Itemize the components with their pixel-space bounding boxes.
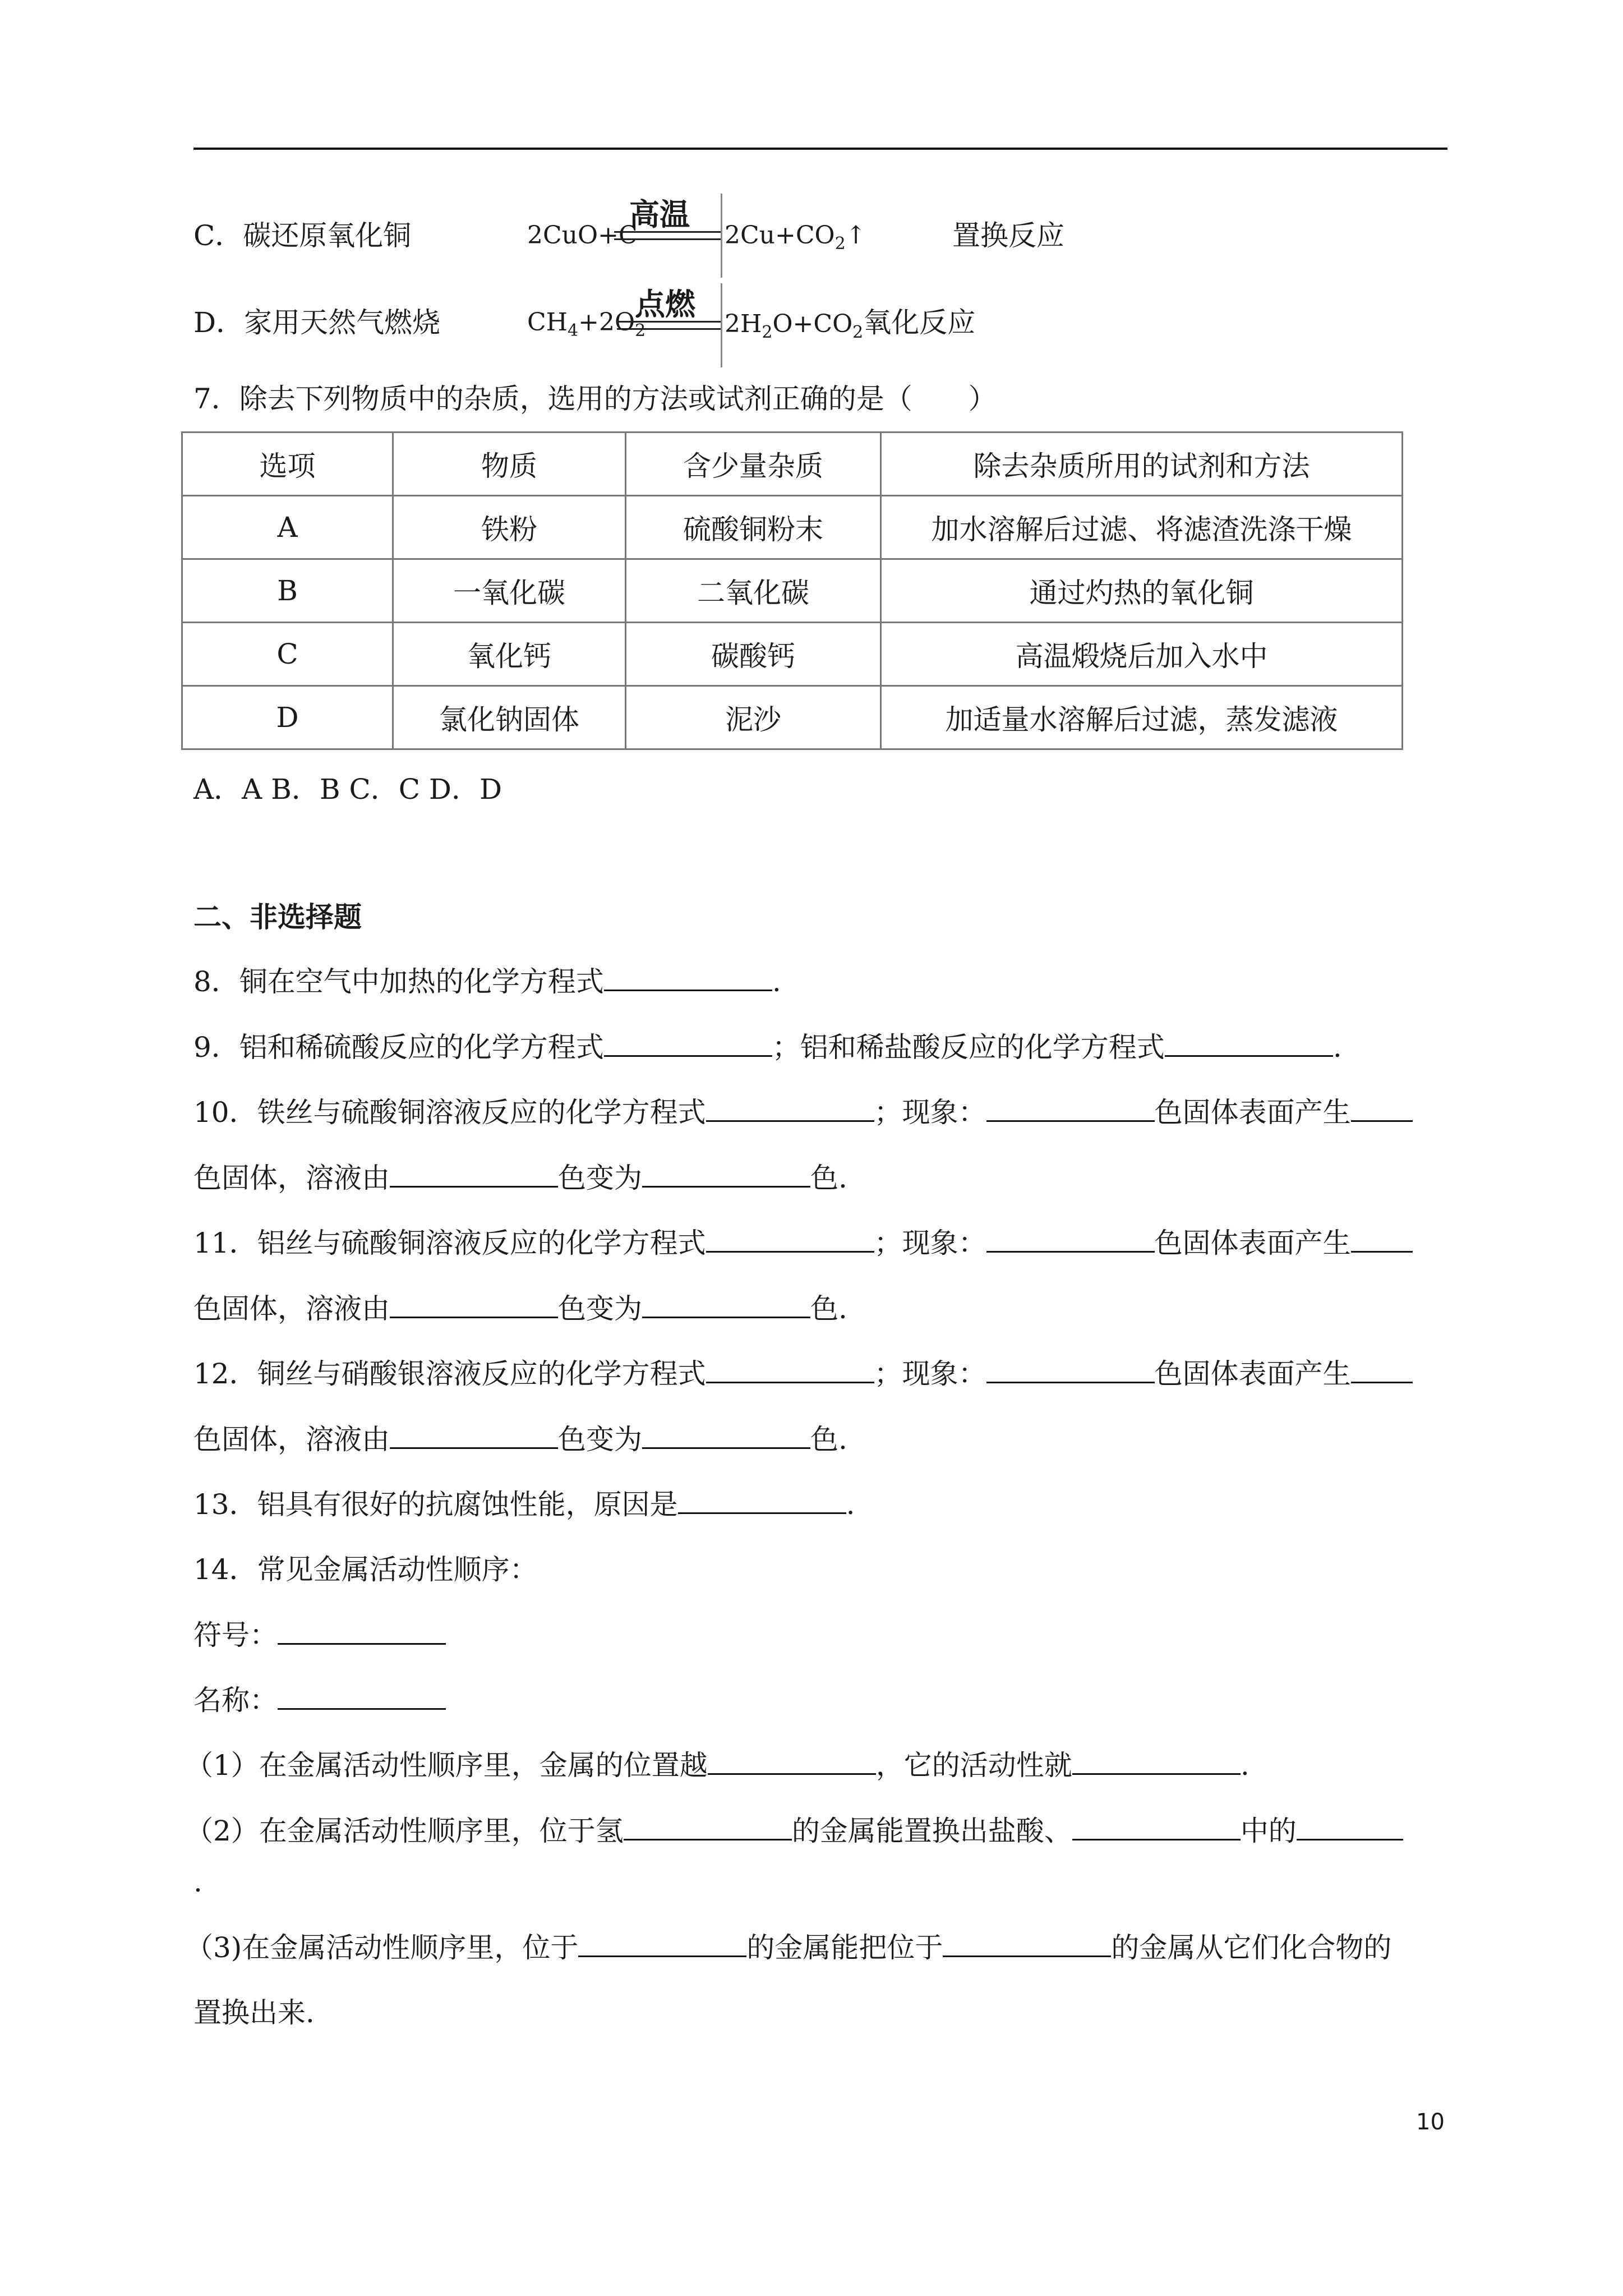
answer-blank[interactable] xyxy=(390,1423,558,1449)
q10-text-4: 色变为 xyxy=(558,1162,642,1194)
answer-blank[interactable] xyxy=(986,1096,1155,1122)
q14-p2-end: . xyxy=(193,1866,202,1898)
q12-line-2 xyxy=(193,1420,847,1459)
answer-blank[interactable] xyxy=(642,1292,810,1318)
table-header-row xyxy=(182,432,1403,496)
q11-phenomenon-label: ；现象： xyxy=(874,1227,986,1259)
q14-part-1 xyxy=(185,1746,1249,1785)
q10-phenomenon-label: ；现象： xyxy=(874,1096,986,1129)
option-c-type: 置换反应 xyxy=(952,219,1064,252)
q11-text-5: 色. xyxy=(810,1292,847,1325)
answer-blank[interactable] xyxy=(1165,1030,1333,1057)
option-c-reactants: 2CuO+C xyxy=(527,221,638,250)
q13-text: 13．铝具有很好的抗腐蚀性能，原因是 xyxy=(193,1488,678,1521)
option-c-crop-bar xyxy=(721,194,722,278)
table-cell: A xyxy=(182,496,393,559)
answer-blank[interactable] xyxy=(278,1683,446,1710)
q10-text-2: 色固体表面产生 xyxy=(1154,1096,1351,1129)
q14-p3-text-3: 的金属从它们化合物的 xyxy=(1111,1931,1392,1964)
q14-stem: 14．常见金属活动性顺序： xyxy=(193,1553,538,1586)
answer-blank[interactable] xyxy=(278,1618,446,1645)
q14-name xyxy=(193,1681,446,1720)
table-cell: 铁粉 xyxy=(393,496,626,559)
table-header-cell: 选项 xyxy=(182,432,393,496)
q11-line-1 xyxy=(193,1223,1413,1263)
answer-blank[interactable] xyxy=(604,965,772,991)
q12-text: 12．铜丝与硝酸银溶液反应的化学方程式 xyxy=(193,1358,706,1390)
answer-blank[interactable] xyxy=(604,1030,772,1057)
option-d-reactants: $CH_4+2O_2$ xyxy=(527,308,646,341)
option-c-equals-sign xyxy=(614,231,721,240)
answer-blank[interactable] xyxy=(706,1226,874,1253)
q11-text-4: 色变为 xyxy=(558,1292,642,1325)
table-cell: 硫酸铜粉末 xyxy=(626,496,881,559)
table-cell: D xyxy=(182,686,393,749)
q14-p2-text-3: 中的 xyxy=(1240,1815,1297,1847)
table-row xyxy=(182,623,1403,686)
page-number: 10 xyxy=(1416,2109,1445,2135)
table-header-cell: 含少量杂质 xyxy=(626,432,881,496)
q11-text-2: 色固体表面产生 xyxy=(1154,1227,1351,1259)
q7-answer-options: A．A B．B C．C D．D xyxy=(193,773,502,806)
option-d-label: D．家用天然气燃烧 xyxy=(193,306,441,339)
table-cell: 碳酸钙 xyxy=(626,623,881,686)
q14-name-label: 名称： xyxy=(193,1684,278,1717)
q11-text: 11．铝丝与硫酸铜溶液反应的化学方程式 xyxy=(193,1227,706,1259)
option-d-condition: 点燃 xyxy=(635,287,695,322)
q7-table xyxy=(181,431,1403,750)
table-cell: 一氧化碳 xyxy=(393,559,626,623)
section-title: 二、非选择题 xyxy=(193,901,362,933)
answer-blank[interactable] xyxy=(1351,1096,1413,1122)
answer-blank[interactable] xyxy=(986,1226,1155,1253)
option-d-crop-bar xyxy=(721,283,722,367)
q13 xyxy=(193,1485,855,1524)
q10-line-1 xyxy=(193,1093,1413,1132)
option-d-products: $2H_2O+CO_2$氧化反应 xyxy=(725,306,976,342)
option-d-equals-sign xyxy=(617,321,721,330)
q14-symbol xyxy=(193,1616,446,1655)
table-cell: B xyxy=(182,559,393,623)
q8-end: . xyxy=(772,965,781,998)
answer-blank[interactable] xyxy=(624,1814,792,1841)
table-cell: C xyxy=(182,623,393,686)
q12-text-4: 色变为 xyxy=(558,1423,642,1456)
q10-text-3: 色固体，溶液由 xyxy=(193,1162,390,1194)
q12-phenomenon-label: ；现象： xyxy=(874,1358,986,1390)
table-cell: 加水溶解后过滤、将滤渣洗涤干燥 xyxy=(881,496,1403,559)
answer-blank[interactable] xyxy=(1072,1814,1241,1841)
answer-blank[interactable] xyxy=(706,1096,874,1122)
q7-stem: 7．除去下列物质中的杂质，选用的方法或试剂正确的是（ ） xyxy=(193,383,997,415)
answer-blank[interactable] xyxy=(986,1357,1155,1383)
table-cell: 高温煅烧后加入水中 xyxy=(881,623,1403,686)
q14-p2-text-2: 的金属能置换出盐酸、 xyxy=(791,1815,1072,1847)
q10-line-2 xyxy=(193,1158,847,1198)
header-rule xyxy=(193,148,1447,150)
q12-text-2: 色固体表面产生 xyxy=(1154,1358,1351,1390)
q14-part-2 xyxy=(185,1811,1403,1851)
q14-p3-end: 置换出来. xyxy=(193,1996,315,2029)
table-header-cell: 物质 xyxy=(393,432,626,496)
table-row xyxy=(182,496,1403,559)
q14-p1-end: . xyxy=(1240,1749,1249,1782)
q12-text-3: 色固体，溶液由 xyxy=(193,1423,390,1456)
q14-p3-text: （3)在金属活动性顺序里，位于 xyxy=(185,1931,579,1964)
table-cell: 泥沙 xyxy=(626,686,881,749)
option-c-products: $2Cu+CO_2↑$ xyxy=(725,221,866,254)
answer-blank[interactable] xyxy=(678,1488,846,1514)
q13-end: . xyxy=(846,1488,855,1521)
q9-end: . xyxy=(1332,1031,1342,1064)
q14-p1-text: （1）在金属活动性顺序里，金属的位置越 xyxy=(185,1749,708,1782)
answer-blank[interactable] xyxy=(1351,1226,1413,1253)
answer-blank[interactable] xyxy=(1351,1357,1413,1383)
answer-blank[interactable] xyxy=(642,1423,810,1449)
answer-blank[interactable] xyxy=(390,1161,558,1188)
q8 xyxy=(193,962,781,1001)
table-cell: 加适量水溶解后过滤，蒸发滤液 xyxy=(881,686,1403,749)
answer-blank[interactable] xyxy=(642,1161,810,1188)
q14-p2-text: （2）在金属活动性顺序里，位于氢 xyxy=(185,1815,624,1847)
option-c-condition: 高温 xyxy=(629,197,690,232)
q14-part-3 xyxy=(185,1928,1391,1967)
q14-p3-text-2: 的金属能把位于 xyxy=(746,1931,943,1964)
q11-line-2 xyxy=(193,1289,847,1328)
table-header-cell: 除去杂质所用的试剂和方法 xyxy=(881,432,1403,496)
q9-text: 9．铝和稀硫酸反应的化学方程式 xyxy=(193,1031,604,1064)
table-cell: 通过灼热的氧化铜 xyxy=(881,559,1403,623)
answer-blank[interactable] xyxy=(708,1749,876,1775)
table-cell: 氧化钙 xyxy=(393,623,626,686)
option-c-label: C．碳还原氧化铜 xyxy=(193,219,412,252)
answer-blank[interactable] xyxy=(1297,1814,1403,1841)
table-row xyxy=(182,686,1403,749)
answer-blank[interactable] xyxy=(943,1931,1111,1957)
answer-blank[interactable] xyxy=(578,1931,746,1957)
table-cell: 二氧化碳 xyxy=(626,559,881,623)
q9-text-2: ；铝和稀盐酸反应的化学方程式 xyxy=(772,1031,1165,1064)
table-row xyxy=(182,559,1403,623)
q12-line-1 xyxy=(193,1354,1413,1393)
q14-symbol-label: 符号： xyxy=(193,1619,278,1651)
q8-text: 8．铜在空气中加热的化学方程式 xyxy=(193,965,604,998)
q11-text-3: 色固体，溶液由 xyxy=(193,1292,390,1325)
q14-p1-text-2: ，它的活动性就 xyxy=(875,1749,1072,1782)
answer-blank[interactable] xyxy=(1072,1749,1241,1775)
table-cell: 氯化钠固体 xyxy=(393,686,626,749)
q12-text-5: 色. xyxy=(810,1423,847,1456)
answer-blank[interactable] xyxy=(706,1357,874,1383)
answer-blank[interactable] xyxy=(390,1292,558,1318)
q10-text: 10．铁丝与硫酸铜溶液反应的化学方程式 xyxy=(193,1096,706,1129)
q10-text-5: 色. xyxy=(810,1162,847,1194)
q9 xyxy=(193,1028,1342,1067)
